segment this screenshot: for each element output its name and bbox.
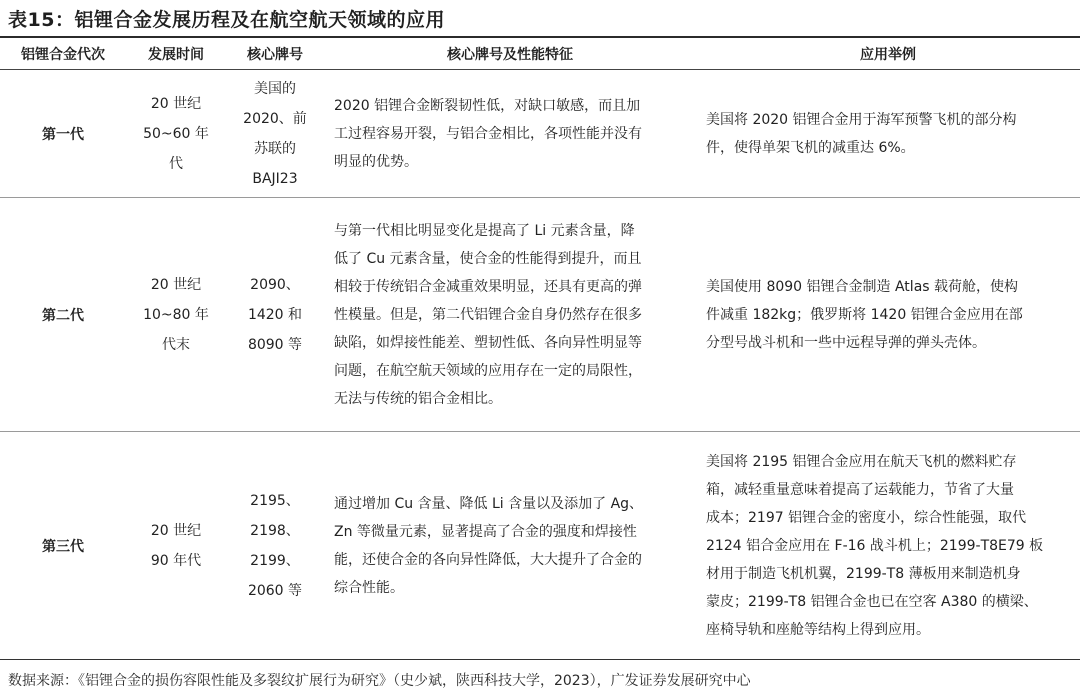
- feature-line: 与第一代相比明显变化是提高了 Li 元素含量，降: [334, 222, 635, 239]
- grade-line: 2090、: [250, 276, 300, 293]
- grade-line: 苏联的: [254, 140, 296, 157]
- table-row: [0, 70, 1080, 198]
- grade-line: 2198、: [250, 522, 300, 539]
- time-cell: [126, 198, 226, 432]
- time-line: 50~60 年: [143, 125, 209, 142]
- feature-line: 低了 Cu 元素含量，使合金的性能得到提升，而且: [334, 250, 642, 267]
- application-cell: [696, 70, 1080, 198]
- features-cell: [324, 70, 696, 198]
- grade-line: 美国的: [254, 80, 296, 97]
- time-line: 代: [169, 155, 183, 172]
- application-line: 美国将 2195 铝锂合金应用在航天飞机的燃料贮存: [706, 453, 1017, 470]
- data-source-note: 数据来源：《铝锂合金的损伤容限性能及多裂纹扩展行为研究》（史少斌，陕西科技大学，2023），广发证券发展研究中心: [8, 673, 751, 689]
- application-cell: [696, 432, 1080, 660]
- feature-line: 工过程容易开裂，与铝合金相比，各项性能并没有: [334, 125, 642, 142]
- table-row: [0, 432, 1080, 660]
- application-cell: [696, 198, 1080, 432]
- application-line: 美国使用 8090 铝锂合金制造 Atlas 载荷舱，使构: [706, 278, 1019, 295]
- alloy-table: [0, 38, 1080, 660]
- application-line: 箱，减轻重量意味着提高了运载能力，节省了大量: [706, 481, 1014, 498]
- feature-line: 相较于传统铝合金减重效果明显，还具有更高的弹: [334, 278, 642, 295]
- features-cell: [324, 432, 696, 660]
- time-line: 10~80 年: [143, 306, 209, 323]
- time-line: 20 世纪: [150, 276, 202, 293]
- application-line: 蒙皮；2199-T8 铝锂合金也已在空客 A380 的横梁、: [706, 593, 1038, 610]
- header-generation: 铝锂合金代次: [0, 38, 126, 70]
- application-line: 座椅导轨和座舱等结构上得到应用。: [706, 621, 930, 638]
- feature-line: 通过增加 Cu 含量、降低 Li 含量以及添加了 Ag、: [334, 495, 644, 512]
- grade-line: 2195、: [250, 492, 300, 509]
- features-cell: [324, 198, 696, 432]
- generation-cell: 第二代: [0, 198, 126, 432]
- grade-line: 8090 等: [247, 336, 303, 353]
- grade-line: 1420 和: [247, 306, 303, 323]
- feature-line: 性模量。但是，第二代铝锂合金自身仍然存在很多: [334, 306, 642, 323]
- feature-line: Zn 等微量元素，显著提高了合金的强度和焊接性: [334, 523, 637, 540]
- header-grade: 核心牌号: [226, 38, 324, 70]
- grade-cell: [226, 70, 324, 198]
- time-line: 代末: [162, 336, 190, 353]
- feature-line: 能，还使合金的各向异性降低，大大提升了合金的: [334, 551, 642, 568]
- table-row: [0, 198, 1080, 432]
- generation-cell: 第三代: [0, 432, 126, 660]
- grade-line: BAJI23: [252, 170, 298, 187]
- grade-cell: [226, 198, 324, 432]
- grade-line: 2060 等: [247, 582, 303, 599]
- application-line: 分型号战斗机和一些中远程导弹的弹头壳体。: [706, 334, 986, 351]
- time-line: 90 年代: [150, 552, 202, 569]
- feature-line: 无法与传统的铝合金相比。: [334, 390, 502, 407]
- application-line: 件减重 182kg；俄罗斯将 1420 铝锂合金应用在部: [706, 306, 1023, 323]
- generation-cell: 第一代: [0, 70, 126, 198]
- feature-line: 2020 铝锂合金断裂韧性低，对缺口敏感，而且加: [334, 97, 641, 114]
- feature-line: 问题，在航空航天领域的应用存在一定的局限性，: [334, 362, 642, 379]
- application-line: 件，使得单架飞机的减重达 6%。: [706, 139, 915, 156]
- time-cell: [126, 70, 226, 198]
- header-features: 核心牌号及性能特征: [324, 38, 696, 70]
- application-line: 2124 铝合金应用在 F-16 战斗机上；2199-T8E79 板: [706, 537, 1044, 554]
- feature-line: 综合性能。: [334, 579, 404, 596]
- application-line: 成本；2197 铝锂合金的密度小，综合性能强，取代: [706, 509, 1027, 526]
- table-title: 表15：铝锂合金发展历程及在航空航天领域的应用: [8, 9, 445, 31]
- header-time: 发展时间: [126, 38, 226, 70]
- grade-cell: [226, 432, 324, 660]
- table-header-row: [0, 38, 1080, 70]
- application-line: 美国将 2020 铝锂合金用于海军预警飞机的部分构: [706, 111, 1017, 128]
- feature-line: 缺陷，如焊接性能差、塑韧性低、各向异性明显等: [334, 334, 642, 351]
- time-line: 20 世纪: [150, 522, 202, 539]
- header-applications: 应用举例: [696, 38, 1080, 70]
- time-cell: [126, 432, 226, 660]
- application-line: 材用于制造飞机机翼，2199-T8 薄板用来制造机身: [706, 565, 1021, 582]
- grade-line: 2020、前: [243, 110, 307, 127]
- grade-line: 2199、: [250, 552, 300, 569]
- time-line: 20 世纪: [150, 95, 202, 112]
- feature-line: 明显的优势。: [334, 153, 418, 170]
